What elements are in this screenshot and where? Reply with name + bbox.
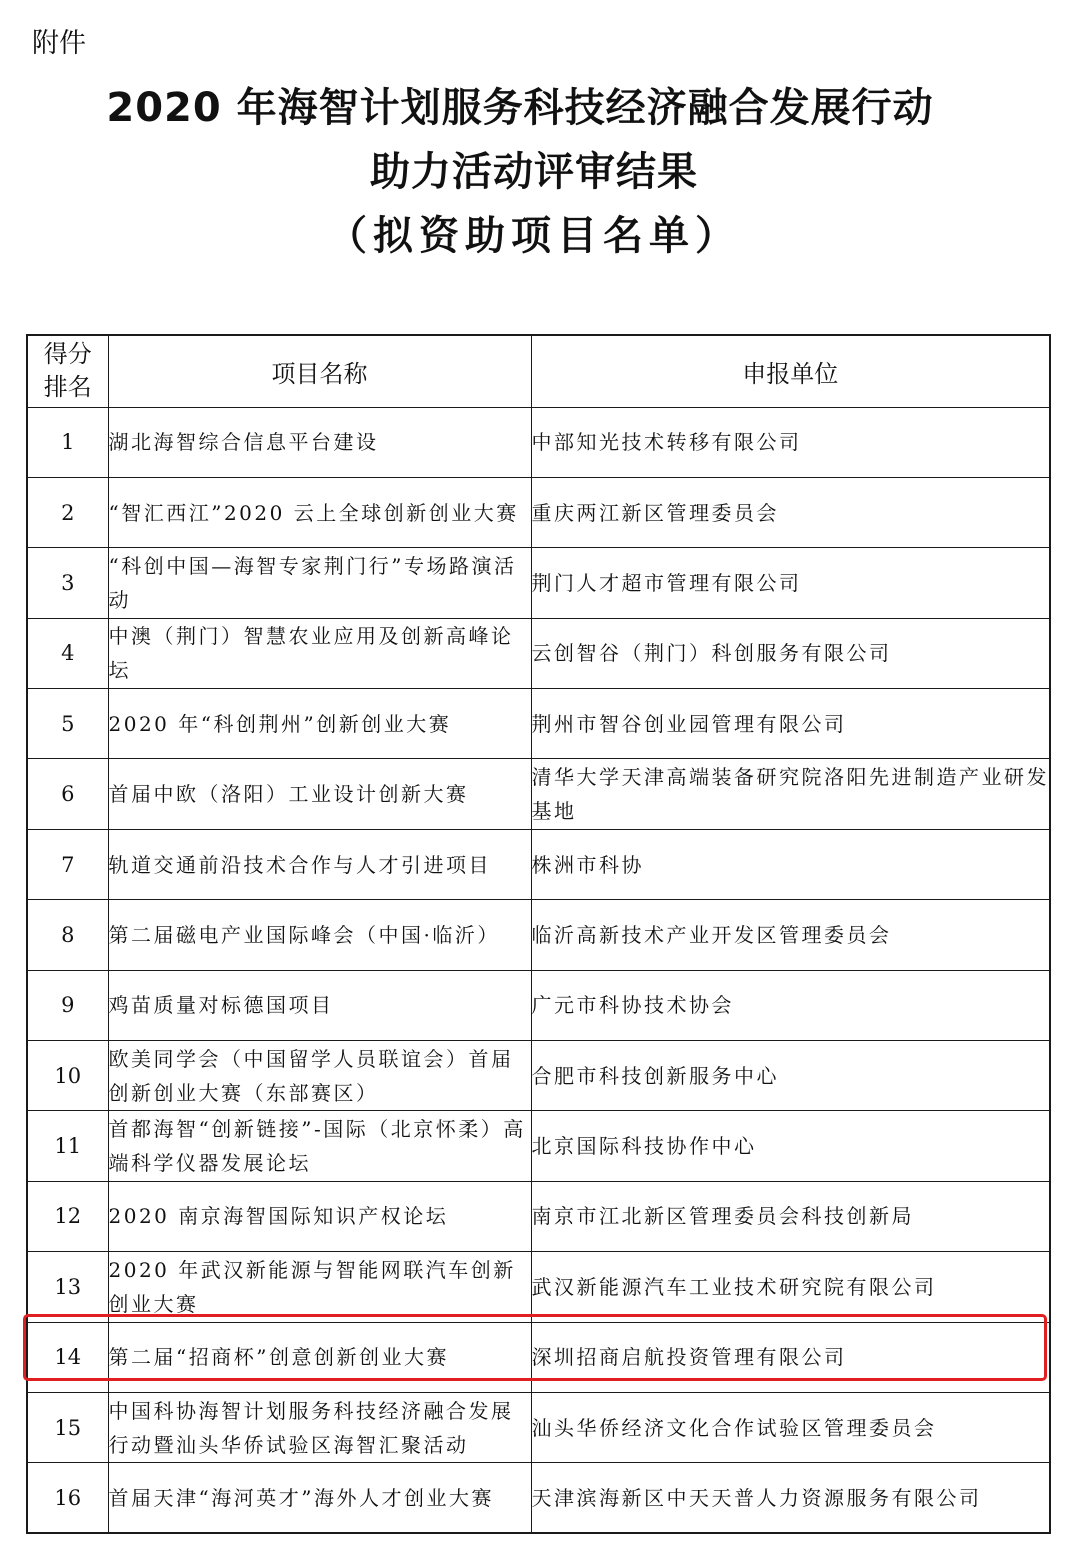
organization-cell: 北京国际科技协作中心 <box>531 1111 1050 1181</box>
rank-cell: 3 <box>27 548 108 618</box>
organization-cell: 荆门人才超市管理有限公司 <box>531 548 1050 618</box>
table-row <box>27 829 1050 899</box>
table-row <box>27 970 1050 1040</box>
header-organization: 申报单位 <box>531 335 1050 407</box>
organization-cell: 天津滨海新区中天天普人力资源服务有限公司 <box>531 1463 1050 1533</box>
organization-cell: 清华大学天津高端装备研究院洛阳先进制造产业研发基地 <box>531 759 1050 829</box>
project-name-cell: 首届中欧（洛阳）工业设计创新大赛 <box>108 759 531 829</box>
rank-cell: 6 <box>27 759 108 829</box>
attachment-label: 附件 <box>32 28 86 59</box>
organization-cell: 云创智谷（荆门）科创服务有限公司 <box>531 618 1050 688</box>
table-row <box>27 1041 1050 1111</box>
rank-cell: 12 <box>27 1181 108 1251</box>
rank-cell: 11 <box>27 1111 108 1181</box>
header-project-name: 项目名称 <box>108 335 531 407</box>
table-row <box>27 548 1050 618</box>
rank-cell: 8 <box>27 900 108 970</box>
organization-cell: 中部知光技术转移有限公司 <box>531 407 1050 477</box>
project-name-cell: 欧美同学会（中国留学人员联谊会）首届创新创业大赛（东部赛区） <box>108 1041 531 1111</box>
rank-cell: 7 <box>27 829 108 899</box>
table-row <box>27 477 1050 547</box>
header-score-rank-line-1: 得分 <box>43 340 92 369</box>
table-row <box>27 1111 1050 1181</box>
project-name-cell: 2020 年“科创荆州”创新创业大赛 <box>108 689 531 759</box>
rank-cell: 4 <box>27 618 108 688</box>
project-name-cell: 第二届磁电产业国际峰会（中国·临沂） <box>108 900 531 970</box>
organization-cell: 株洲市科协 <box>531 829 1050 899</box>
organization-cell: 武汉新能源汽车工业技术研究院有限公司 <box>531 1252 1050 1322</box>
rank-cell: 5 <box>27 689 108 759</box>
table-row <box>27 689 1050 759</box>
document-title-line-1: 2020 年海智计划服务科技经济融合发展行动 <box>106 85 934 131</box>
table-row <box>27 759 1050 829</box>
table-row <box>27 618 1050 688</box>
table-row <box>27 407 1050 477</box>
rank-cell: 1 <box>27 407 108 477</box>
table-row <box>27 1252 1050 1322</box>
rank-cell: 14 <box>27 1322 108 1392</box>
table-row <box>27 1322 1050 1392</box>
table-row <box>27 900 1050 970</box>
document-title-line-3: （拟资助项目名单） <box>327 213 741 259</box>
organization-cell: 临沂高新技术产业开发区管理委员会 <box>531 900 1050 970</box>
rank-cell: 2 <box>27 477 108 547</box>
organization-cell: 广元市科协技术协会 <box>531 970 1050 1040</box>
rank-cell: 15 <box>27 1392 108 1462</box>
project-name-cell: 鸡苗质量对标德国项目 <box>108 970 531 1040</box>
organization-cell: 深圳招商启航投资管理有限公司 <box>531 1322 1050 1392</box>
organization-cell: 汕头华侨经济文化合作试验区管理委员会 <box>531 1392 1050 1462</box>
organization-cell: 合肥市科技创新服务中心 <box>531 1041 1050 1111</box>
organization-cell: 重庆两江新区管理委员会 <box>531 477 1050 547</box>
rank-cell: 16 <box>27 1463 108 1533</box>
project-name-cell: 首都海智“创新链接”-国际（北京怀柔）高端科学仪器发展论坛 <box>108 1111 531 1181</box>
project-name-cell: 中国科协海智计划服务科技经济融合发展行动暨汕头华侨试验区海智汇聚活动 <box>108 1392 531 1462</box>
table-row <box>27 1181 1050 1251</box>
project-name-cell: 2020 年武汉新能源与智能网联汽车创新创业大赛 <box>108 1252 531 1322</box>
project-name-cell: 轨道交通前沿技术合作与人才引进项目 <box>108 829 531 899</box>
project-name-cell: 第二届“招商杯”创意创新创业大赛 <box>108 1322 531 1392</box>
rank-cell: 13 <box>27 1252 108 1322</box>
rank-cell: 9 <box>27 970 108 1040</box>
project-name-cell: 首届天津“海河英才”海外人才创业大赛 <box>108 1463 531 1533</box>
table-row <box>27 1463 1050 1533</box>
document-title-line-2: 助力活动评审结果 <box>370 149 698 195</box>
project-name-cell: 中澳（荆门）智慧农业应用及创新高峰论坛 <box>108 618 531 688</box>
organization-cell: 荆州市智谷创业园管理有限公司 <box>531 689 1050 759</box>
rank-cell: 10 <box>27 1041 108 1111</box>
funding-list-table <box>26 334 1051 1534</box>
project-name-cell: 湖北海智综合信息平台建设 <box>108 407 531 477</box>
project-name-cell: “智汇西江”2020 云上全球创新创业大赛 <box>108 477 531 547</box>
organization-cell: 南京市江北新区管理委员会科技创新局 <box>531 1181 1050 1251</box>
table-body <box>27 407 1050 1533</box>
header-score-rank-line-2: 排名 <box>43 373 92 402</box>
table-row <box>27 1392 1050 1462</box>
header-score-rank <box>27 335 108 407</box>
project-name-cell: “科创中国—海智专家荆门行”专场路演活动 <box>108 548 531 618</box>
table-header-row <box>27 335 1050 407</box>
project-name-cell: 2020 南京海智国际知识产权论坛 <box>108 1181 531 1251</box>
